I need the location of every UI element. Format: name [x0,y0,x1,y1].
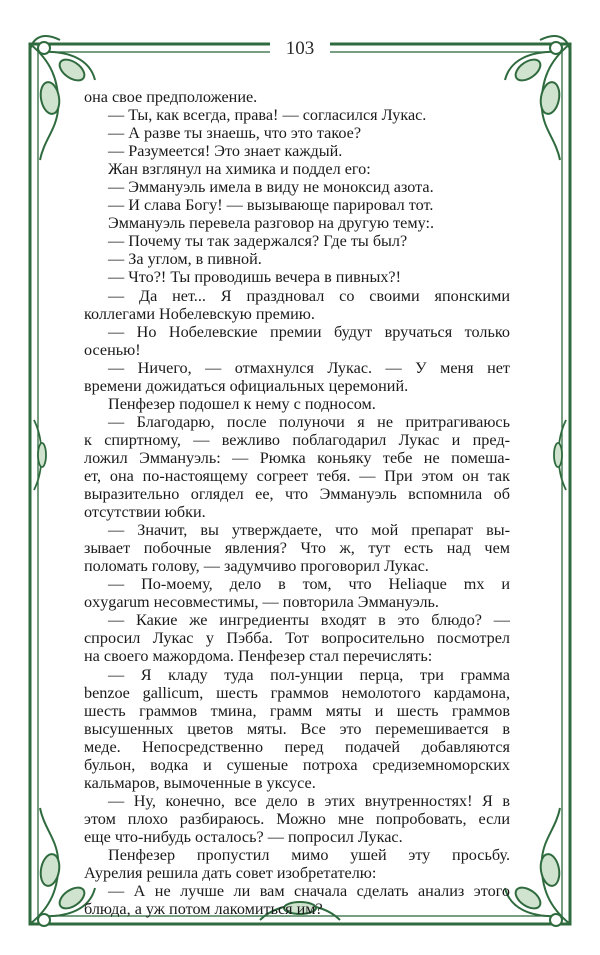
text-line: — По-моему, дело в том, что Heliaque mx и [108,575,510,594]
text-line: — За углом, в пивной. [108,250,262,269]
text-line: — Благодарю, после полуночи я не притрагиваюсь [108,412,510,431]
side-ornament-left [34,420,46,490]
text-line: — Но Нобелевские премии будут вручаться только [108,322,510,341]
text-line: ет, она по-настоящему согреет тебя. — При этом он так [84,466,510,485]
text-line: — А не лучше ли вам сначала сделать анализ этого [108,882,510,901]
text-line: benzoe gallicum, шесть граммов немолотого кардамона, [84,683,510,702]
text-line: oxygarum несовместимы, — повторила Эммануэль. [84,593,439,612]
text-line: на своего мажордома. Пенфезер стал перечислять: [84,647,433,666]
text-line: поломать голову, — задумчиво проговорил Лукас. [84,557,429,576]
page-number: 103 [270,38,330,60]
text-line: меде. Непосредственно перед подачей добавляются [84,737,510,756]
text-line: — Что?! Ты проводишь вечера в пивных?! [108,268,401,287]
text-line: — Ничего, — отмахнулся Лукас. — У меня нет [108,358,510,377]
text-line: высушенных цветов мяты. Все это перемешивается в [84,719,510,738]
text-line: выразительно оглядел ее, что Эммануэль вспомнила об [84,485,510,504]
text-line: Эммануэль перевела разговор на другую тему:. [108,214,435,233]
text-line: к спиртному, — вежливо поблагодарил Лукас и пред- [84,430,510,449]
text-line: — Какие же ингредиенты входят в это блюдо? — [108,611,510,630]
text-line: Аурелия решила дать совет изобретателю: [84,864,377,883]
text-line: она свое предположение. [84,88,258,106]
text-line: — А разве ты знаешь, что это такое? [108,124,362,143]
text-line: бульон, водка и сушеные потроха средиземноморских [84,755,510,774]
text-line: этом плохо разбираюсь. Можно мне попробовать, если [84,809,510,828]
text-line: еще что-нибудь осталось? — попросил Лукас. [84,827,403,846]
body-text [84,88,510,918]
text-line: — И слава Богу! — вызывающе парировал тот. [108,196,434,215]
text-line: — Ты, как всегда, права! — согласился Лукас. [108,106,427,125]
text-line: Пенфезер подошел к нему с подносом. [108,394,376,413]
text-line: осенью! [84,340,141,359]
text-line: — Эммануэль имела в виду не моноксид азота. [108,178,434,197]
text-line: спросил Лукас у Пэбба. Тот вопросительно посмотрел [84,629,510,648]
text-line: блюда, а уж потом лакомиться им? [84,900,323,919]
text-line: Жан взглянул на химика и поддел его: [108,160,371,179]
text-line: — Ну, конечно, все дело в этих внутренностях! Я в [108,791,510,810]
text-line: Пенфезер пропустил мимо ушей эту просьбу. [108,845,510,864]
side-ornament-right [554,420,566,490]
text-line: коллегами Нобелевскую премию. [84,304,315,323]
text-line: — Я кладу туда пол-унции перца, три грамма [108,665,510,684]
text-line: ложил Эммануэль: — Рюмка коньяку тебе не помеша- [84,448,510,467]
text-line: — Почему ты так задержался? Где ты был? [108,232,408,251]
text-line: отсутствии юбки. [84,503,206,522]
text-line: зывает побочные явления? Что ж, тут есть над чем [84,539,510,558]
text-line: шесть граммов тмина, грамм мяты и шесть граммов [84,701,510,720]
corner-ornament-top-right [505,36,570,160]
text-line: — Разумеется! Это знает каждый. [108,142,343,161]
text-line: кальмаров, вымоченные в уксусе. [84,773,316,792]
text-line: — Значит, вы утверждаете, что мой препарат вы- [108,521,510,540]
text-line: времени дожидаться официальных церемоний. [84,376,409,395]
corner-ornament-bottom-right [505,808,570,926]
text-line: — Да нет... Я праздновал со своими японскими [108,286,510,305]
